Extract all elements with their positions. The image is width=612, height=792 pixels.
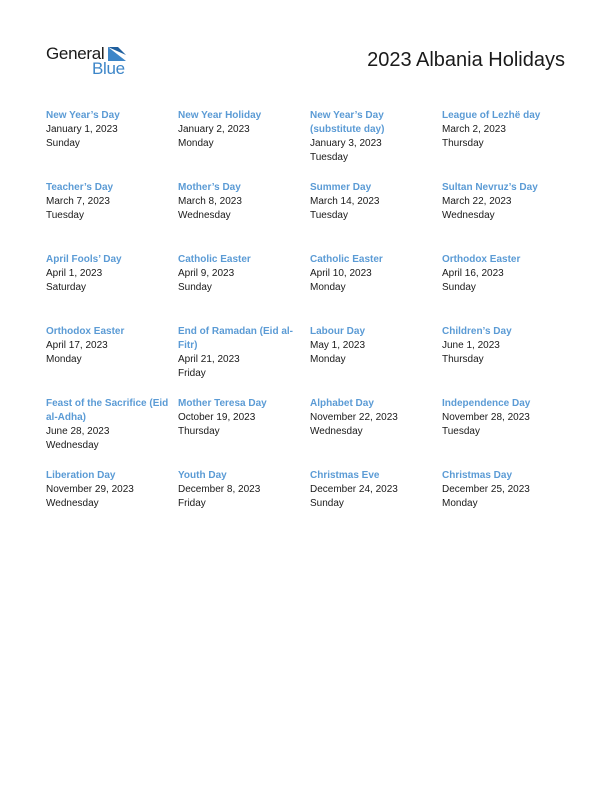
holiday-weekday: Sunday [310, 498, 344, 509]
holiday-name: New Year Holiday [178, 110, 262, 121]
holiday-date: November 29, 2023 [46, 484, 134, 495]
holiday-date: March 8, 2023 [178, 196, 242, 207]
holiday-entry [46, 181, 178, 253]
holiday-weekday: Wednesday [178, 210, 231, 221]
holiday-weekday: Friday [178, 368, 206, 379]
holiday-weekday: Sunday [442, 282, 476, 293]
holiday-name: Summer Day [310, 182, 372, 193]
holiday-entry [310, 469, 442, 541]
holiday-name: Catholic Easter [310, 254, 383, 265]
holiday-date: March 14, 2023 [310, 196, 380, 207]
holiday-date: June 28, 2023 [46, 426, 110, 437]
holiday-date: October 19, 2023 [178, 412, 256, 423]
holiday-name: League of Lezhë day [442, 110, 541, 121]
holiday-date: January 2, 2023 [178, 124, 250, 135]
holiday-weekday: Monday [178, 138, 214, 149]
holiday-date: April 21, 2023 [178, 354, 240, 365]
brand-logo [46, 44, 136, 80]
holiday-weekday: Thursday [442, 138, 484, 149]
holiday-entry [178, 181, 310, 253]
holiday-weekday: Saturday [46, 282, 87, 293]
holiday-name: Orthodox Easter [442, 254, 521, 265]
holiday-entry [442, 325, 574, 397]
holiday-date: April 16, 2023 [442, 268, 504, 279]
holiday-weekday: Monday [310, 282, 346, 293]
holiday-name: Youth Day [178, 470, 227, 481]
holiday-entry [310, 253, 442, 325]
holiday-weekday: Monday [310, 354, 346, 365]
holiday-entry [442, 181, 574, 253]
holiday-name: Christmas Day [442, 470, 513, 481]
holiday-weekday: Wednesday [46, 498, 99, 509]
holiday-weekday: Tuesday [46, 210, 84, 221]
holiday-date: December 8, 2023 [178, 484, 261, 495]
holiday-entry [442, 253, 574, 325]
holiday-entry [310, 109, 442, 181]
holiday-name: Labour Day [310, 326, 366, 337]
holiday-date: December 25, 2023 [442, 484, 530, 495]
holiday-weekday: Tuesday [442, 426, 480, 437]
holiday-entry [178, 253, 310, 325]
holiday-date: March 2, 2023 [442, 124, 506, 135]
holiday-date: April 17, 2023 [46, 340, 108, 351]
holiday-name: Catholic Easter [178, 254, 251, 265]
holiday-date: April 1, 2023 [46, 268, 103, 279]
holiday-weekday: Sunday [46, 138, 80, 149]
holiday-weekday: Thursday [442, 354, 484, 365]
holiday-entry [442, 397, 574, 469]
holiday-date: November 22, 2023 [310, 412, 398, 423]
brand-word-general: General [46, 44, 105, 63]
holiday-name: Christmas Eve [310, 470, 380, 481]
holiday-name: Liberation Day [46, 470, 116, 481]
holiday-date: December 24, 2023 [310, 484, 398, 495]
holiday-name: New Year’s Day (substitute day) [310, 110, 385, 135]
holiday-name: Mother Teresa Day [178, 398, 267, 409]
holiday-entry [178, 109, 310, 181]
holiday-name: Sultan Nevruz’s Day [442, 182, 538, 193]
holiday-weekday: Wednesday [442, 210, 495, 221]
holiday-name: Mother’s Day [178, 182, 241, 193]
holiday-name: Teacher’s Day [46, 182, 114, 193]
holiday-weekday: Wednesday [46, 440, 99, 451]
holiday-name: Feast of the Sacrifice (Eid al-Adha) [46, 398, 169, 423]
holiday-entry [310, 397, 442, 469]
holiday-weekday: Monday [442, 498, 478, 509]
holiday-name: Orthodox Easter [46, 326, 125, 337]
holiday-weekday: Monday [46, 354, 82, 365]
holiday-entry [178, 469, 310, 541]
holiday-weekday: Wednesday [310, 426, 363, 437]
holiday-entry [46, 469, 178, 541]
holiday-entry [46, 325, 178, 397]
holiday-date: May 1, 2023 [310, 340, 366, 351]
holiday-date: March 7, 2023 [46, 196, 110, 207]
holiday-name: End of Ramadan (Eid al-Fitr) [178, 326, 294, 351]
holiday-name: April Fools’ Day [46, 254, 122, 265]
holiday-weekday: Tuesday [310, 210, 348, 221]
holiday-weekday: Thursday [178, 426, 220, 437]
page-title: 2023 Albania Holidays [367, 49, 565, 71]
holiday-name: Alphabet Day [310, 398, 374, 409]
holiday-name: Children’s Day [442, 326, 512, 337]
holiday-entry [46, 397, 178, 469]
holiday-entry [442, 469, 574, 541]
holiday-date: January 1, 2023 [46, 124, 118, 135]
holiday-grid [46, 109, 576, 541]
holiday-date: January 3, 2023 [310, 138, 382, 149]
holiday-weekday: Sunday [178, 282, 212, 293]
holiday-entry [178, 397, 310, 469]
holiday-entry [310, 181, 442, 253]
holiday-entry [178, 325, 310, 397]
holiday-date: November 28, 2023 [442, 412, 530, 423]
holiday-entry [310, 325, 442, 397]
holiday-date: April 9, 2023 [178, 268, 235, 279]
holiday-entry [46, 109, 178, 181]
holiday-date: April 10, 2023 [310, 268, 372, 279]
holiday-entry [442, 109, 574, 181]
brand-word-blue: Blue [92, 59, 125, 78]
holiday-name: New Year’s Day [46, 110, 120, 121]
holiday-name: Independence Day [442, 398, 531, 409]
holiday-date: March 22, 2023 [442, 196, 512, 207]
holiday-weekday: Friday [178, 498, 206, 509]
holiday-entry [46, 253, 178, 325]
holiday-weekday: Tuesday [310, 152, 348, 163]
holiday-date: June 1, 2023 [442, 340, 500, 351]
